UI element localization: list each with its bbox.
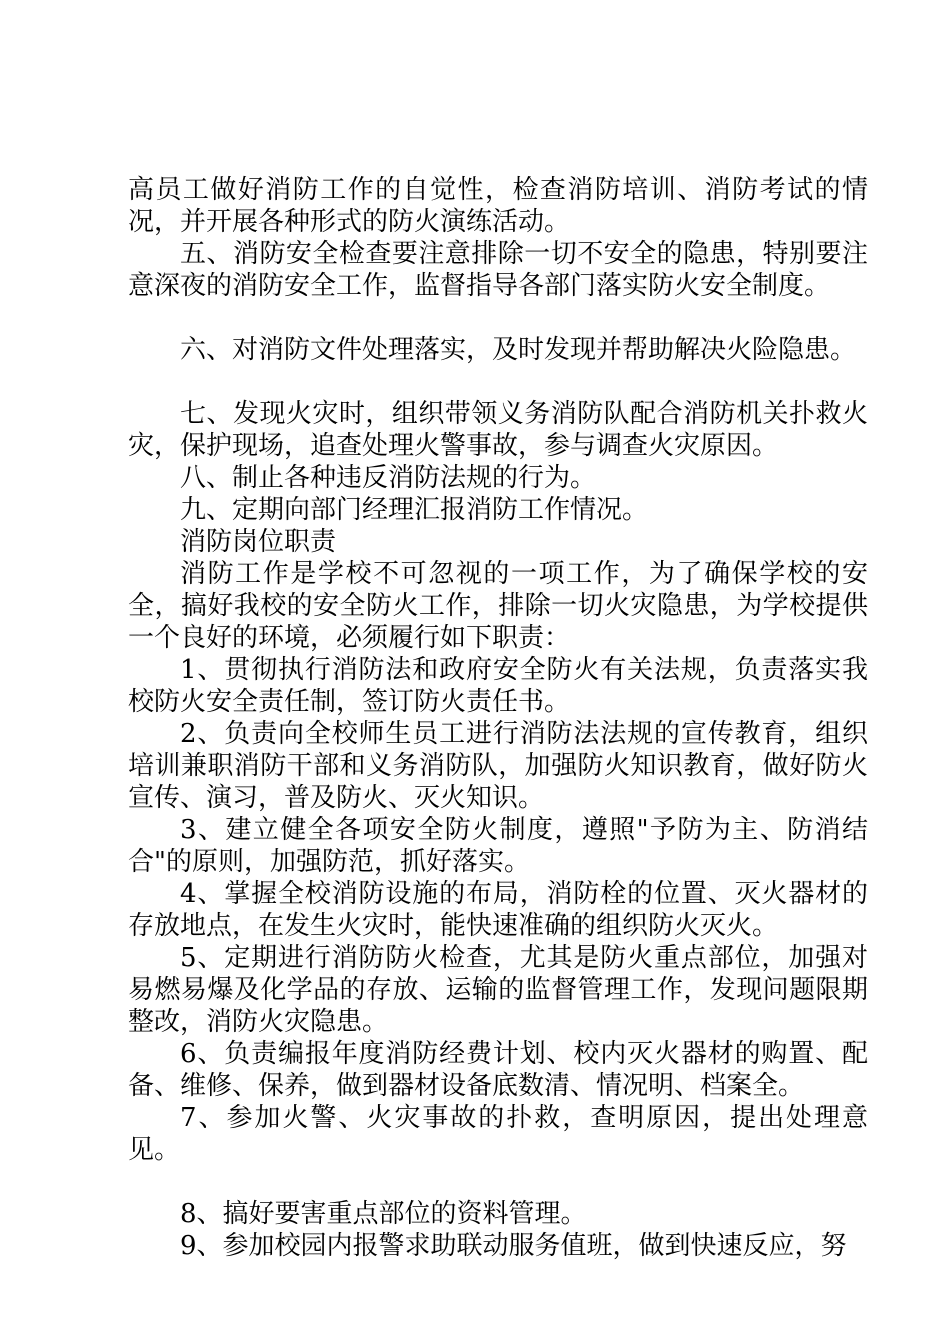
document-body xyxy=(128,174,868,1262)
paragraph-item-8: 八、制止各种违反消防法规的行为。 xyxy=(180,463,597,493)
duty-item-6: 6、负责编报年度消防经费计划、校内灭火器材的购置、配备、维修、保养，做到器材设备底数清、情况明、档案全。 xyxy=(128,1039,868,1101)
duty-item-2: 2、负责向全校师生员工进行消防法法规的宣传教育，组织培训兼职消防干部和义务消防队，加强防火知识教育，做好防火宣传、演习，普及防火、灭火知识。 xyxy=(128,719,868,813)
paragraph-item-5: 五、消防安全检查要注意排除一切不安全的隐患，特别要注意深夜的消防安全工作，监督指导各部门落实防火安全制度。 xyxy=(128,239,868,301)
duty-item-5: 5、定期进行消防防火检查，尤其是防火重点部位，加强对易燃易爆及化学品的存放、运输的监督管理工作，发现问题限期整改，消防火灾隐患。 xyxy=(128,943,868,1037)
paragraph-item-9: 九、定期向部门经理汇报消防工作情况。 xyxy=(180,495,649,525)
duty-item-9: 9、参加校园内报警求助联动服务值班，做到快速反应，努 xyxy=(180,1231,847,1261)
paragraph-item-6: 六、对消防文件处理落实，及时发现并帮助解决火险隐患。 xyxy=(180,335,857,365)
paragraph-intro: 消防工作是学校不可忽视的一项工作，为了确保学校的安全，搞好我校的安全防火工作，排除一切火灾隐患，为学校提供一个良好的环境，必须履行如下职责： xyxy=(128,559,868,653)
duty-item-7: 7、参加火警、火灾事故的扑救，查明原因，提出处理意见。 xyxy=(128,1103,868,1165)
paragraph-spacer xyxy=(128,366,868,398)
duty-item-8: 8、搞好要害重点部位的资料管理。 xyxy=(180,1199,587,1229)
duty-item-1: 1、贯彻执行消防法和政府安全防火有关法规，负责落实我校防火安全责任制，签订防火责任书。 xyxy=(128,655,868,717)
duty-item-3: 3、建立健全各项安全防火制度，遵照"予防为主、防消结合"的原则，加强防范，抓好落实。 xyxy=(128,815,868,877)
paragraph-spacer xyxy=(128,1166,868,1198)
paragraph-spacer xyxy=(128,302,868,334)
duty-item-4: 4、掌握全校消防设施的布局，消防栓的位置、灭火器材的存放地点，在发生火灾时，能快速准确的组织防火灭火。 xyxy=(128,879,868,941)
paragraph-continuation: 高员工做好消防工作的自觉性，检查消防培训、消防考试的情况，并开展各种形式的防火演练活动。 xyxy=(128,175,868,237)
paragraph-item-7: 七、发现火灾时，组织带领义务消防队配合消防机关扑救火灾，保护现场，追查处理火警事故，参与调查火灾原因。 xyxy=(128,399,868,461)
section-heading: 消防岗位职责 xyxy=(180,527,337,557)
